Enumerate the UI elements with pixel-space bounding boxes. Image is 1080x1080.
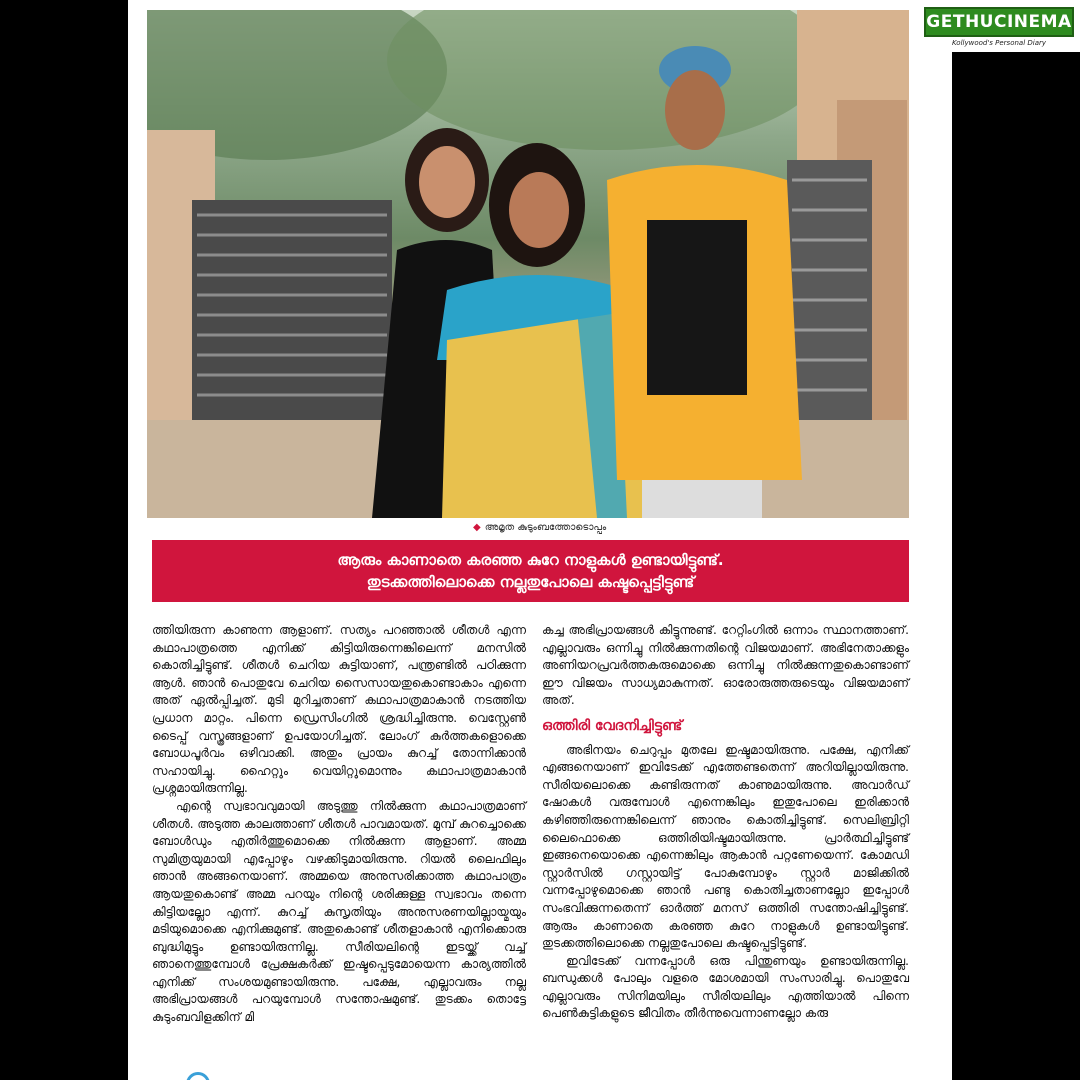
logo-tagline: Kollywood's Personal Diary: [951, 39, 1047, 47]
pull-quote-line-2: തുടക്കത്തിലൊക്കെ നല്ലതുപോലെ കഷ്ടപ്പെട്ടിട്ടുണ്ട്: [366, 573, 695, 591]
family-photo: [147, 10, 909, 518]
watermark-logo: [918, 0, 1080, 52]
pull-quote: [152, 540, 909, 602]
right-column: [542, 622, 909, 1023]
left-paragraph-2: എന്റെ സ്വഭാവവുമായി അടുത്തു നിൽക്കുന്ന കഥാപാത്രമാണ് ശീതൾ. അടുത്ത കാലത്താണ് ശീതൾ പാവമായത്. മുമ്പ് കുറച്ചൊക്കെ ബോൾഡും എതിർത്തുമൊക്കെ നിൽക്കുന്ന ആളാണ്. അമ്മ സുമിത്രയുമായി എപ്പോഴും വഴക്കിടുമായിരുന്നു. റിയൽ ലൈഫിലും ഞാൻ അങ്ങനെയാണ്. അമ്മയെ അനുസരിക്കാത്ത കഥാപാത്രം ആയതുകൊണ്ട് അമ്മ പറയും നിന്റെ ശരിക്കുള്ള സ്വഭാവം തന്നെ കിട്ടിയല്ലോ എന്ന്. കുറച്ച് കുസൃതിയും അനുസരണയില്ലായ്മയും മടിയുമൊക്കെ എനിക്കുമുണ്ട്. അതുകൊണ്ട് ശീതളാകാൻ എനിക്കൊരു ബുദ്ധിമുട്ടും ഉണ്ടായിരുന്നില്ല. സീരിയലിന്റെ ഇടയ്ക്ക് വച്ച് ഞാനെത്തുമ്പോൾ പ്രേക്ഷകർക്ക് ഇഷ്ടപ്പെടുമോയെന്ന കാര്യത്തിൽ എനിക്ക് സംശയമുണ്ടായിരുന്നു. പക്ഷേ, എല്ലാവരും നല്ല അഭിപ്രായങ്ങൾ പറയുമ്പോൾ സന്തോഷമുണ്ട്. തുടക്കം തൊട്ടേ കുടുംബവിളക്കിന് മി: [152, 798, 526, 1025]
caption-bullet-icon: ◆: [473, 522, 481, 533]
right-paragraph-3: ഇവിടേക്ക് വന്നപ്പോൾ ഒരു പിന്തുണയും ഉണ്ടായിരുന്നില്ല. ബന്ധുക്കൾ പോലും വളരെ മോശമായി സംസാരിച്ചു. പൊതുവേ എല്ലാവരും സിനിമയിലും സീരിയലിലും എത്തിയാൽ പിന്നെ പെൺകുട്ടികളുടെ ജീവിതം തീർന്നുവെന്നാണല്ലോ കരു: [542, 953, 909, 1021]
section-subheading: ഒത്തിരി വേദനിച്ചിട്ടുണ്ട്: [542, 717, 683, 734]
right-paragraph-1: കച്ച അഭിപ്രായങ്ങൾ കിട്ടുന്നുണ്ട്. റേറ്റിംഗിൽ ഒന്നാം സ്ഥാനത്താണ്. എല്ലാവരും ഒന്നിച്ചു നിൽക്കുന്നതിന്റെ വിജയമാണ്. അഭിനേതാക്കളും അണിയറപ്രവർത്തകരുമൊക്കെ ഒന്നിച്ചു നിൽക്കുന്നതുകൊണ്ടാണ് ഈ വിജയം സാധ്യമാകുന്നത്. ഓരോരുത്തരുടെയും വിജയമാണ് അത്.: [542, 623, 909, 708]
logo-wordmark: GETHUCINEMA: [924, 7, 1074, 37]
right-paragraph-2: അഭിനയം ചെറുപ്പം മുതലേ ഇഷ്ടമായിരുന്നു. പക്ഷേ, എനിക്ക് എങ്ങനെയാണ് ഇവിടേക്ക് എത്തേണ്ടതെന്ന് അറിയില്ലായിരുന്നു. സീരിയലൊക്കെ കണ്ടിരുന്നത് കാണുമായിരുന്നു. അവാർഡ് ഷോകൾ വരുമ്പോൾ എന്നെങ്കിലും ഇതുപോലെ ഇരിക്കാൻ കഴിഞ്ഞിരുന്നെങ്കിലെന്ന് ഞാനും കൊതിച്ചിട്ടുണ്ട്. സെലിബ്രിറ്റി ലൈഫൊക്കെ ഒത്തിരിയിഷ്ടമായിരുന്നു. പ്രാർത്ഥിച്ചിട്ടുണ്ട് ഇങ്ങനെയൊക്കെ എന്നെങ്കിലും ആകാൻ പറ്റണേയെന്ന്. കോമഡി സ്റ്റാർസിൽ ഗസ്റ്റായിട്ട് പോകുമ്പോഴും സ്റ്റാർ മാജിക്കിൽ വന്നപ്പോഴുമൊക്കെ ഞാൻ പണ്ടു കൊതിച്ചതാണല്ലോ ഇപ്പോൾ സംഭവിക്കുന്നതെന്ന് ഓർത്ത് മനസ് ഒത്തിരി സന്തോഷിച്ചിട്ടുണ്ട്. ആരും കാണാതെ കരഞ്ഞ കുറേ നാളുകൾ ഉണ്ടായിട്ടുണ്ട്. തുടക്കത്തിലൊക്കെ നല്ലതുപോലെ കഷ്ടപ്പെട്ടിട്ടുണ്ട്.: [542, 742, 909, 951]
left-paragraph-1: ത്തിയിരുന്ന കാണുന്ന ആളാണ്. സത്യം പറഞ്ഞാൽ ശീതൾ എന്ന കഥാപാത്രത്തെ എനിക്ക് കിട്ടിയിരുന്നെങ്കിലെന്ന് മനസിൽ കൊതിച്ചിട്ടുണ്ട്. ശീതൾ ചെറിയ കുട്ടിയാണ്, പന്ത്രണ്ടിൽ പഠിക്കുന്ന ആൾ. ഞാൻ പൊതുവേ ചെറിയ സൈസായതുകൊണ്ടാകാം എന്നെ അത് ഏൽപ്പിച്ചത്. മുടി മുറിച്ചതാണ് കഥാപാത്രമാകാൻ നടത്തിയ പ്രധാന മാറ്റം. പിന്നെ ഡ്രെസിംഗിൽ ശ്രദ്ധിച്ചിരുന്നു. വെസ്റ്റേൺ ടൈപ്പ് വസ്ത്രങ്ങളാണ് ഉപയോഗിച്ചത്. ലോംഗ് കുർത്തകളൊക്കെ ബോധപൂർവം ഒഴിവാക്കി. അതും പ്രായം കുറച്ച് തോന്നിക്കാൻ സഹായിച്ചു. ഹൈറ്റും വെയിറ്റുമൊന്നും കഥാപാത്രമാകാൻ പ്രശ്നമായിരുന്നില്ല.: [152, 623, 526, 796]
left-column: [152, 622, 526, 1027]
magazine-page: [128, 0, 952, 1080]
family-photo-illustration: [147, 10, 909, 518]
caption-text: അമൃത കുടുംബത്തോടൊപ്പം: [484, 522, 607, 533]
page-footer-icon: [186, 1072, 210, 1080]
pull-quote-line-1: ആരും കാണാതെ കരഞ്ഞ കുറേ നാളുകൾ ഉണ്ടായിട്ടുണ്ട്.: [337, 551, 724, 569]
photo-caption: [473, 522, 606, 533]
